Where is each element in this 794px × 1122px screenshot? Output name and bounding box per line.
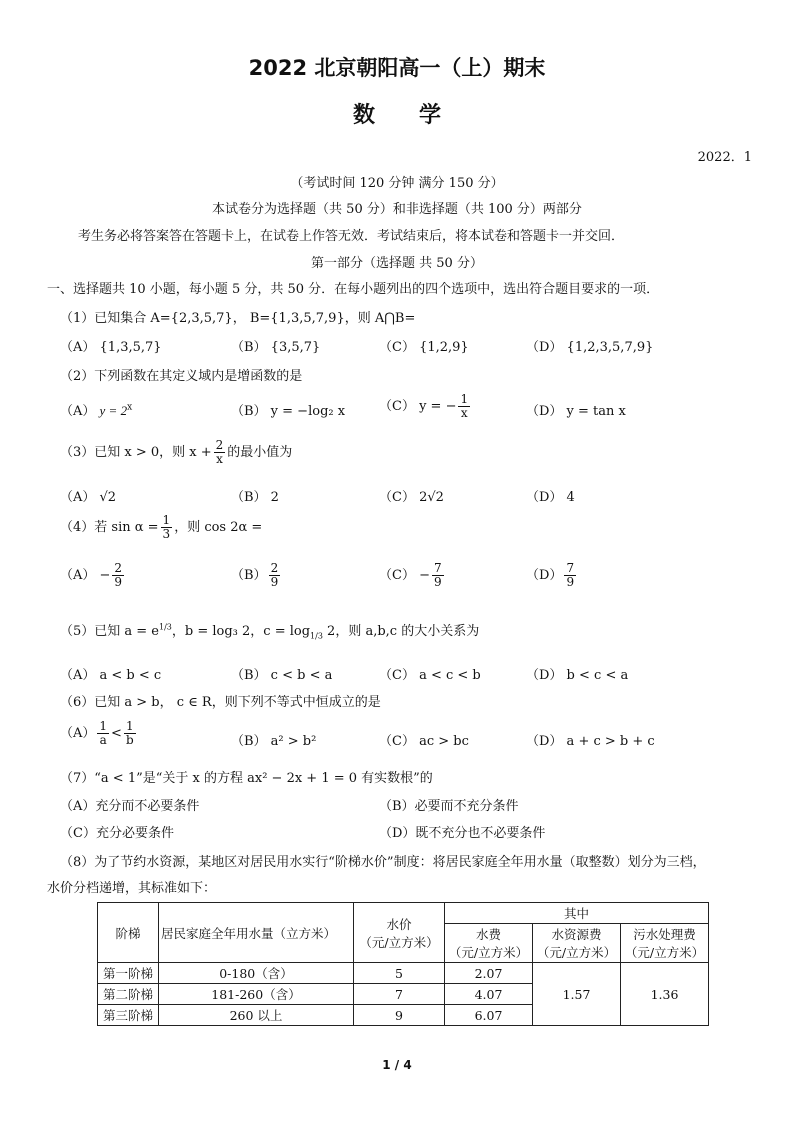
q2-option-a [60,400,132,419]
q8-stem-line2: 水价分档递增，其标准如下： [47,881,217,896]
q5-stem [60,620,479,641]
header-resource-fee [533,924,621,963]
q2-option-b: （B） y = −log₂ x [231,404,346,419]
q7-stem: （7）“a < 1”是“关于 x 的方程 ax² − 2x + 1 = 0 有实数根”的 [60,771,433,786]
row-price: 7 [354,984,445,1005]
q6-option-a-lt: < [111,726,122,741]
row-usage: 181-260（含） [159,984,354,1005]
q4-option-c-fraction [432,562,444,589]
q3-stem-den: x [216,452,223,466]
q4-stem [60,514,262,541]
q2-option-c-num: 1 [460,392,469,406]
header-resource-fee-label: 水资源费 [551,927,602,942]
row-water-fee: 6.07 [445,1005,533,1026]
header-water-fee-label: 水费 [475,927,501,942]
exam-time: （考试时间 120 分钟 满分 150 分） [290,176,504,191]
exam-date: 2022．1 [697,150,752,165]
q7-option-c: （C）充分必要条件 [60,826,174,841]
header-price [354,903,445,963]
q4-option-c [379,562,446,589]
page-number: 1 / 4 [382,1058,412,1072]
row-price: 9 [354,1005,445,1026]
q4-option-c-den: 9 [433,575,442,589]
q1-option-a: （A） {1,3,5,7} [60,340,162,355]
q3-option-c: （C） 2√2 [379,490,444,505]
q4-option-d-label: （D） [526,568,563,583]
q1-option-b: （B） {3,5,7} [231,340,321,355]
row-water-fee: 4.07 [445,984,533,1005]
q4-option-b-num: 2 [270,561,279,575]
q4-option-a-fraction [112,562,124,589]
q8-stem-line1: （8）为了节约水资源，某地区对居民用水实行“阶梯水价”制度：将居民家庭全年用水量（取整数）划分为三档， [60,855,706,870]
header-of-which: 其中 [445,903,709,924]
q2-option-c-label: （C） y = − [379,399,457,414]
q4-option-d [526,562,578,589]
q6-option-a-num2: 1 [124,720,136,734]
row-price: 5 [354,963,445,984]
header-sewage-fee [621,924,709,963]
table-row [98,963,709,984]
q5-stem-post: 2，则 a,b,c 的大小关系为 [322,624,480,639]
q2-option-c-den: x [460,406,468,420]
q4-option-c-num: 7 [433,561,442,575]
q7-option-d: （D）既不充分也不必要条件 [379,826,546,841]
q4-stem-num: 1 [162,513,171,527]
exam-parts: 本试卷分为选择题（共 50 分）和非选择题（共 100 分）两部分 [212,202,582,217]
q6-option-a-label: （A） [60,726,96,741]
header-sewage-fee-unit: （元/立方米） [624,945,705,960]
q4-option-b-den: 9 [270,575,279,589]
water-price-table [97,902,709,1026]
row-usage: 260 以上 [159,1005,354,1026]
q1-stem: （1）已知集合 A={2,3,5,7}， B={1,3,5,7,9}，则 A⋂B= [60,311,416,326]
header-price-unit: （元/立方米） [359,934,439,950]
part1-instruction: 一、选择题共 10 小题，每小题 5 分，共 50 分．在每小题列出的四个选项中，选出符合题目要求的一项． [47,282,660,297]
q2-option-d: （D） y = tan x [526,404,626,419]
q5-stem-sub: 1/3 [310,631,323,641]
subject-title: 数 学 [352,103,441,128]
q2-option-c [379,393,472,420]
q3-stem-fraction [214,439,226,466]
q4-option-a-label: （A） − [60,568,111,583]
header-sewage-fee-label: 污水处理费 [633,927,696,942]
q1-option-d: （D） {1,2,3,5,7,9} [526,340,654,355]
q7-option-b: （B）必要而不充分条件 [379,799,519,814]
q3-option-b: （B） 2 [231,490,279,505]
q6-option-a-num1: 1 [99,719,108,733]
q1-option-c: （C） {1,2,9} [379,340,469,355]
q5-stem-sup: 1/3 [159,622,172,632]
resource-fee-value: 1.57 [533,963,621,1026]
q6-option-d: （D） a + c > b + c [526,734,655,749]
table-header-row [98,903,709,924]
page-title: 2022 北京朝阳高一（上）期末 [248,56,546,80]
q4-option-d-fraction [564,562,576,589]
row-tier: 第三阶梯 [98,1005,159,1026]
q3-stem [60,439,292,466]
header-usage: 居民家庭全年用水量（立方米） [159,903,354,963]
q4-option-b [231,562,282,589]
q6-option-b: （B） a² > b² [231,734,317,749]
q4-stem-pre: （4）若 sin α = [60,520,159,535]
row-usage: 0-180（含） [159,963,354,984]
exam-notice: 考生务必将答案答在答题卡上，在试卷上作答无效．考试结束后，将本试卷和答题卡一并交回． [78,229,625,244]
q3-option-a: （A） √2 [60,490,117,505]
sewage-fee-value: 1.36 [621,963,709,1026]
q4-option-d-den: 9 [566,575,575,589]
q5-option-c: （C） a < c < b [379,668,481,683]
q4-option-b-label: （B） [231,568,267,583]
q3-stem-post: 的最小值为 [227,445,293,460]
q2-option-a-label: （A） [60,404,96,419]
q3-stem-num: 2 [215,438,224,452]
q6-option-a-frac1 [97,720,109,747]
q5-option-d: （D） b < c < a [526,668,629,683]
q4-stem-fraction [161,514,173,541]
q6-stem: （6）已知 a > b， c ∈ R，则下列不等式中恒成立的是 [60,695,381,710]
q6-option-a-den2: b [125,733,134,747]
q4-option-a-num: 2 [114,561,123,575]
q5-option-a: （A） a < b < c [60,668,162,683]
q5-option-b: （B） c < b < a [231,668,333,683]
q4-stem-post: ，则 cos 2α = [174,520,263,535]
q2-option-c-fraction [458,393,470,420]
row-water-fee: 2.07 [445,963,533,984]
header-price-label: 水价 [386,916,412,932]
row-tier: 第一阶梯 [98,963,159,984]
header-tier: 阶梯 [98,903,159,963]
part1-heading: 第一部分（选择题 共 50 分） [311,256,483,271]
q2-option-a-expr: y = 2 [99,403,128,418]
row-tier: 第二阶梯 [98,984,159,1005]
q4-option-c-label: （C） − [379,568,430,583]
q3-stem-pre: （3）已知 x > 0，则 x + [60,445,212,460]
q6-option-a-den1: a [99,733,107,747]
q4-option-a-den: 9 [114,575,123,589]
q4-option-b-fraction [269,562,281,589]
q4-option-d-num: 7 [566,561,575,575]
q6-option-a [60,720,138,747]
q6-option-c: （C） ac > bc [379,734,469,749]
header-resource-fee-unit: （元/立方米） [536,945,617,960]
q7-option-a: （A）充分而不必要条件 [60,799,200,814]
q6-option-a-frac2 [124,720,136,747]
q4-option-a [60,562,126,589]
q2-stem: （2）下列函数在其定义域内是增函数的是 [60,369,303,384]
q3-option-d: （D） 4 [526,490,575,505]
q4-stem-den: 3 [162,527,171,541]
header-water-fee [445,924,533,963]
header-water-fee-unit: （元/立方米） [448,945,529,960]
q5-stem-pre: （5）已知 a = e [60,624,160,639]
q2-option-a-sup: x [127,402,133,413]
q5-stem-mid: ，b = log₃ 2，c = log [171,624,311,639]
